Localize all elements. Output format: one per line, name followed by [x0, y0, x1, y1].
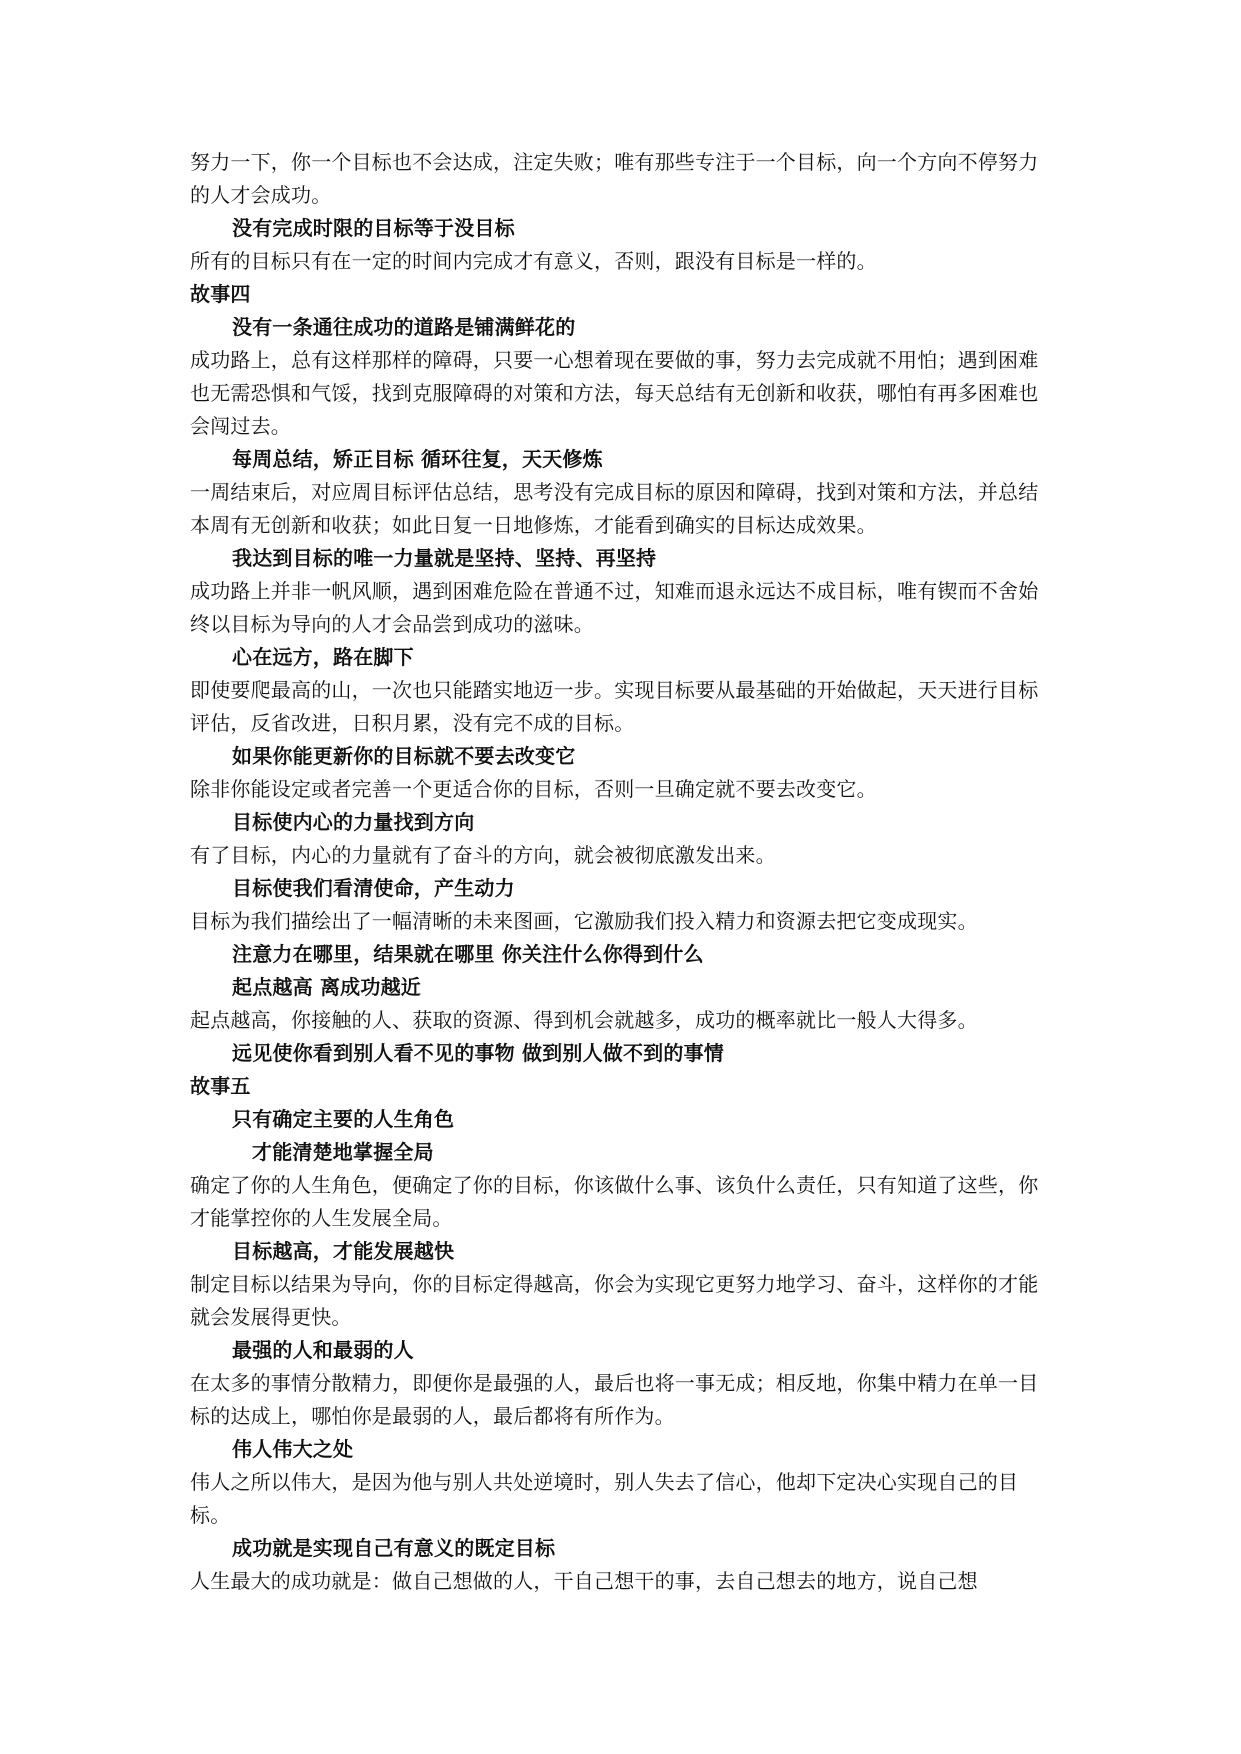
heading: 注意力在哪里，结果就在哪里 你关注什么你得到什么: [232, 942, 704, 966]
paragraph: 有了目标，内心的力量就有了奋斗的方向，就会被彻底激发出来。: [190, 843, 776, 867]
heading: 目标越高，才能发展越快: [232, 1239, 455, 1263]
heading: 没有完成时限的目标等于没目标: [232, 216, 515, 240]
story-title: 故事四: [190, 282, 251, 306]
paragraph: 成功路上并非一帆风顺，遇到困难危险在普通不过，知难而退永远达不成目标，唯有锲而不舍始终以目标为导向的人才会品尝到成功的滋味。: [190, 579, 1039, 636]
paragraph: 所有的目标只有在一定的时间内完成才有意义，否则，跟没有目标是一样的。: [190, 249, 877, 273]
paragraph: 起点越高，你接触的人、获取的资源、得到机会就越多，成功的概率就比一般人大得多。: [190, 1008, 978, 1032]
subheading: 才能清楚地掌握全局: [252, 1140, 434, 1164]
paragraph: 确定了你的人生角色，便确定了你的目标，你该做什么事、该负什么责任，只有知道了这些，你才能掌控你的人生发展全局。: [190, 1173, 1039, 1230]
document-page: [190, 146, 1050, 1598]
paragraph: 除非你能设定或者完善一个更适合你的目标，否则一旦确定就不要去改变它。: [190, 777, 877, 801]
heading: 每周总结，矫正目标 循环往复，天天修炼: [232, 447, 603, 471]
heading: 远见使你看到别人看不见的事物 做到别人做不到的事情: [232, 1041, 724, 1065]
heading: 伟人伟大之处: [232, 1437, 354, 1461]
paragraph: 伟人之所以伟大，是因为他与别人共处逆境时，别人失去了信心，他却下定决心实现自己的目标。: [190, 1470, 1019, 1527]
paragraph: 即使要爬最高的山，一次也只能踏实地迈一步。实现目标要从最基础的开始做起，天天进行目标评估，反省改进，日积月累，没有完不成的目标。: [190, 678, 1039, 735]
paragraph: 制定目标以结果为导向，你的目标定得越高，你会为实现它更努力地学习、奋斗，这样你的才能就会发展得更快。: [190, 1272, 1039, 1329]
paragraph: 努力一下，你一个目标也不会达成，注定失败；唯有那些专注于一个目标，向一个方向不停努力的人才会成功。: [190, 150, 1039, 207]
paragraph: 成功路上，总有这样那样的障碍，只要一心想着现在要做的事，努力去完成就不用怕；遇到困难也无需恐惧和气馁，找到克服障碍的对策和方法，每天总结有无创新和收获，哪怕有再多困难也会闯过去。: [190, 348, 1039, 438]
paragraph: 一周结束后，对应周目标评估总结，思考没有完成目标的原因和障碍，找到对策和方法，并总结本周有无创新和收获；如此日复一日地修炼，才能看到确实的目标达成效果。: [190, 480, 1039, 537]
heading: 成功就是实现自己有意义的既定目标: [232, 1536, 556, 1560]
heading: 只有确定主要的人生角色: [232, 1107, 455, 1131]
heading: 心在远方，路在脚下: [232, 645, 414, 669]
paragraph: 在太多的事情分散精力，即便你是最强的人，最后也将一事无成；相反地，你集中精力在单一目标的达成上，哪怕你是最弱的人，最后都将有所作为。: [190, 1371, 1039, 1428]
heading: 最强的人和最弱的人: [232, 1338, 414, 1362]
heading: 我达到目标的唯一力量就是坚持、坚持、再坚持: [232, 546, 657, 570]
heading: 目标使内心的力量找到方向: [232, 810, 475, 834]
heading: 如果你能更新你的目标就不要去改变它: [232, 744, 576, 768]
paragraph: 人生最大的成功就是：做自己想做的人，干自己想干的事，去自己想去的地方，说自己想: [190, 1569, 978, 1593]
heading: 目标使我们看清使命，产生动力: [232, 876, 515, 900]
heading: 没有一条通往成功的道路是铺满鲜花的: [232, 315, 576, 339]
heading: 起点越高 离成功越近: [232, 975, 421, 999]
story-title: 故事五: [190, 1074, 251, 1098]
paragraph: 目标为我们描绘出了一幅清晰的未来图画，它激励我们投入精力和资源去把它变成现实。: [190, 909, 978, 933]
